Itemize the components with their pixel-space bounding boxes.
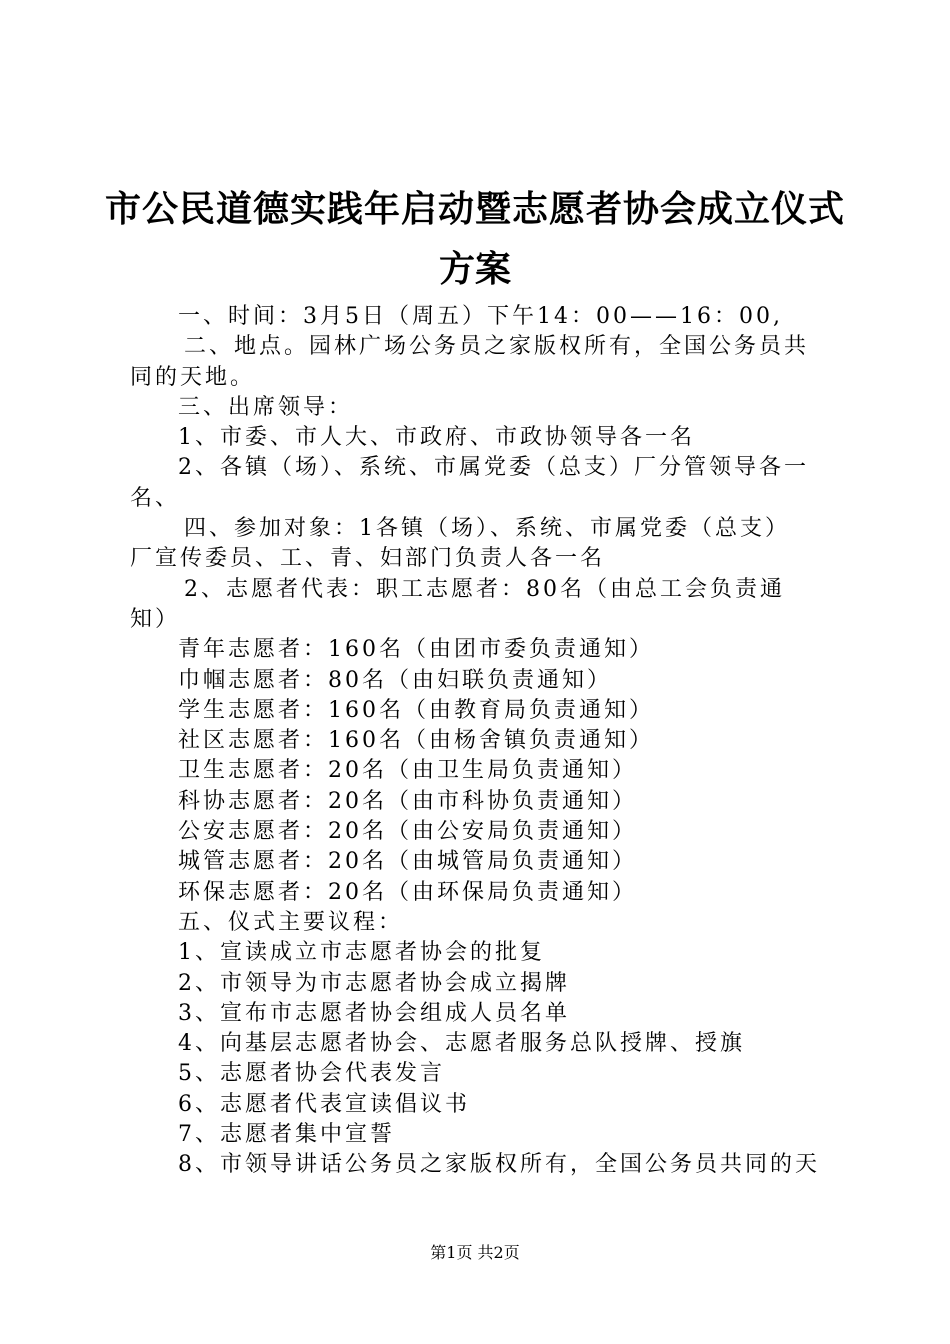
page-footer: 第1页 共2页 xyxy=(430,1243,520,1262)
document-body xyxy=(130,302,830,1181)
volunteer-item: 公安志愿者：20名（由公安局负责通知） xyxy=(178,819,637,845)
volunteer-item: 青年志愿者：160名（由团市委负责通知） xyxy=(178,637,654,663)
paragraph-location: 二、地点。园林广场公务员之家版权所有，全国公务员共 xyxy=(184,334,810,360)
volunteer-item: 环保志愿者：20名（由环保局负责通知） xyxy=(178,879,637,905)
heading-agenda: 五、仪式主要议程： xyxy=(178,909,404,935)
volunteer-item: 学生志愿者：160名（由教育局负责通知） xyxy=(178,697,654,723)
agenda-item: 7、志愿者集中宣誓 xyxy=(178,1122,395,1148)
agenda-item: 6、志愿者代表宣读倡议书 xyxy=(178,1091,470,1117)
agenda-item: 1、宣读成立市志愿者协会的批复 xyxy=(178,940,545,966)
document-title-continued: 方案 xyxy=(438,249,511,290)
volunteer-item: 社区志愿者：160名（由杨舍镇负责通知） xyxy=(178,728,654,754)
list-item: 1、市委、市人大、市政府、市政协领导各一名 xyxy=(178,425,695,451)
list-item: 2、各镇（场）、系统、市属党委（总支）厂分管领导各一 xyxy=(178,455,809,481)
agenda-item: 5、志愿者协会代表发言 xyxy=(178,1061,445,1087)
volunteer-item: 科协志愿者：20名（由市科协负责通知） xyxy=(178,788,637,814)
heading-participants: 四、参加对象：1各镇（场）、系统、市属党委（总支） xyxy=(184,516,790,542)
list-item-continued: 知） xyxy=(130,606,181,632)
paragraph-location-continued: 同的天地。 xyxy=(130,364,256,390)
volunteer-item: 卫生志愿者：20名（由卫生局负责通知） xyxy=(178,758,637,784)
heading-participants-continued: 厂宣传委员、工、青、妇部门负责人各一名 xyxy=(130,546,606,572)
agenda-item: 2、市领导为市志愿者协会成立揭牌 xyxy=(178,970,570,996)
agenda-item: 4、向基层志愿者协会、志愿者服务总队授牌、授旗 xyxy=(178,1031,745,1057)
list-item-continued: 名、 xyxy=(130,485,181,511)
volunteer-item: 城管志愿者：20名（由城管局负责通知） xyxy=(178,849,637,875)
volunteer-item: 巾帼志愿者：80名（由妇联负责通知） xyxy=(178,667,612,693)
list-item: 2、志愿者代表：职工志愿者：80名（由总工会负责通 xyxy=(184,576,785,602)
paragraph-time: 一、时间：3月5日（周五）下午14：00——16：00, xyxy=(178,304,783,329)
agenda-item: 3、宣布市志愿者协会组成人员名单 xyxy=(178,1000,570,1026)
agenda-item: 8、市领导讲话公务员之家版权所有，全国公务员共同的天 xyxy=(178,1152,820,1178)
document-title: 市公民道德实践年启动暨志愿者协会成立仪式 xyxy=(104,189,845,230)
heading-attending-leaders: 三、出席领导： xyxy=(178,394,354,420)
